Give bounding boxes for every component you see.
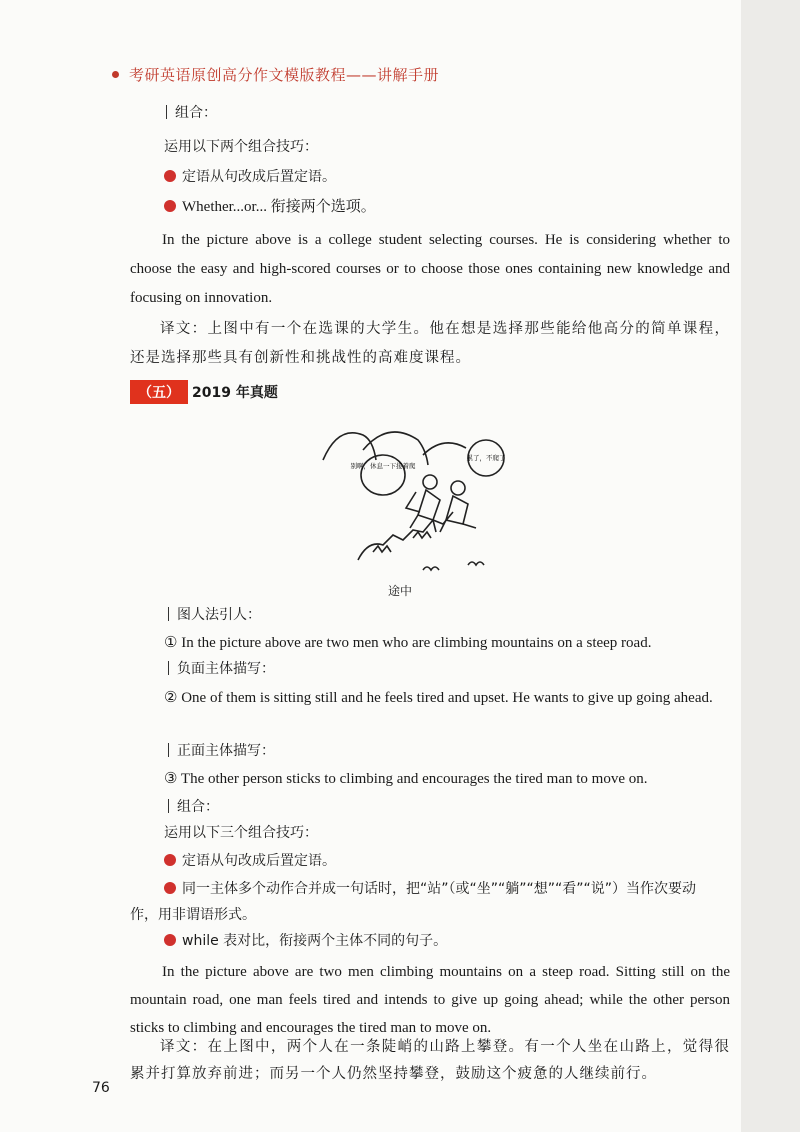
section-bar-icon: [168, 661, 169, 675]
mountain-climbers-illustration: [318, 420, 518, 580]
section-intro-method: 图人法引人：: [168, 604, 261, 626]
climber-head-2: [451, 481, 465, 495]
number-1-icon: [164, 854, 176, 866]
climber-body-2: [446, 496, 468, 524]
year-title: 2019 年真题: [192, 385, 278, 401]
translation-2: 译文：在上图中，两个人在一条陡峭的山路上攀登。有一个人坐在山路上，觉得很累并打算放弃前进；而另一个人仍然坚持攀登，鼓励这个疲惫的人继续前行。: [130, 1039, 730, 1082]
running-header: [112, 64, 439, 85]
mountain-1: [323, 433, 376, 460]
section-combine: 组合：: [166, 102, 217, 124]
translation-1: 译文：上图中有一个在选课的大学生。他在想是选择那些能给他高分的简单课程，还是选择那些具有创新性和挑战性的高难度课程。: [130, 321, 730, 366]
road-steps-2: [413, 532, 431, 538]
sentence-2: ② One of them is sitting still and he feels tired and upset. He wants to give up going ahead.: [164, 690, 713, 706]
header-title: 考研英语原创高分作文模版教程——讲解手册: [129, 66, 440, 84]
section-bar-icon: [168, 607, 169, 621]
climber-head-1: [423, 475, 437, 489]
combine-intro: 运用以下两个组合技巧：: [164, 139, 318, 155]
tip-2: Whether...or... 衔接两个选项。: [164, 196, 376, 218]
tip-2-2: 同一主体多个动作合并成一句话时，把“站”（或“坐”“躺”“想”“看”“说”）当作次要动作，用非谓语形式。: [130, 881, 697, 923]
bubble-right-text: 累了，不爬了: [466, 454, 506, 462]
climber-body-1: [418, 490, 440, 520]
backpack: [406, 492, 420, 512]
steep-road: [358, 512, 453, 560]
page-edge: [740, 0, 800, 1132]
page-number: 76: [92, 1080, 110, 1096]
section-bar-icon: [168, 799, 169, 813]
number-2-icon: [164, 200, 176, 212]
model-paragraph-2: In the picture above are two men climbing mountains on a steep road. Sitting still on the mountain road, one man feels tired and intends to give up going ahead; while the other person sticks to climbing and encourages the tired man to move on.: [130, 964, 730, 1036]
combine-intro-2: 运用以下三个组合技巧：: [164, 825, 318, 841]
figure-caption: 途中: [388, 584, 413, 598]
grass-tuft: [423, 567, 439, 570]
year-tag: （五）: [130, 380, 188, 404]
number-3-icon: [164, 934, 176, 946]
mountain-3: [423, 443, 466, 455]
section-bar-icon: [168, 743, 169, 757]
cartoon-figure: [318, 420, 518, 580]
speech-bubble-left: [361, 455, 405, 495]
sentence-3: ③ The other person sticks to climbing and encourages the tired man to move on.: [164, 771, 648, 787]
section-combine-2: 组合：: [168, 796, 219, 818]
grass-tuft-2: [468, 562, 484, 565]
section-bar-icon: [166, 105, 167, 119]
bullet-icon: [112, 71, 119, 78]
bubble-left-text: 别啊，休息一下接着爬: [350, 462, 416, 470]
section-positive: 正面主体描写：: [168, 740, 275, 762]
sentence-1: ① In the picture above are two men who are climbing mountains on a steep road.: [164, 635, 652, 651]
road-steps: [373, 546, 391, 552]
section-negative: 负面主体描写：: [168, 658, 275, 680]
number-2-icon: [164, 882, 176, 894]
year-heading: [130, 380, 278, 404]
number-1-icon: [164, 170, 176, 182]
tip-2-3: while 表对比，衔接两个主体不同的句子。: [164, 930, 447, 952]
model-paragraph-1: In the picture above is a college student selecting courses. He is considering whether to choose the easy and high-scored courses or to choose those ones containing new knowledge and focusing on innovation.: [130, 232, 730, 306]
tip-1: 定语从句改成后置定语。: [164, 166, 336, 188]
tip-2-1: 定语从句改成后置定语。: [164, 850, 336, 872]
